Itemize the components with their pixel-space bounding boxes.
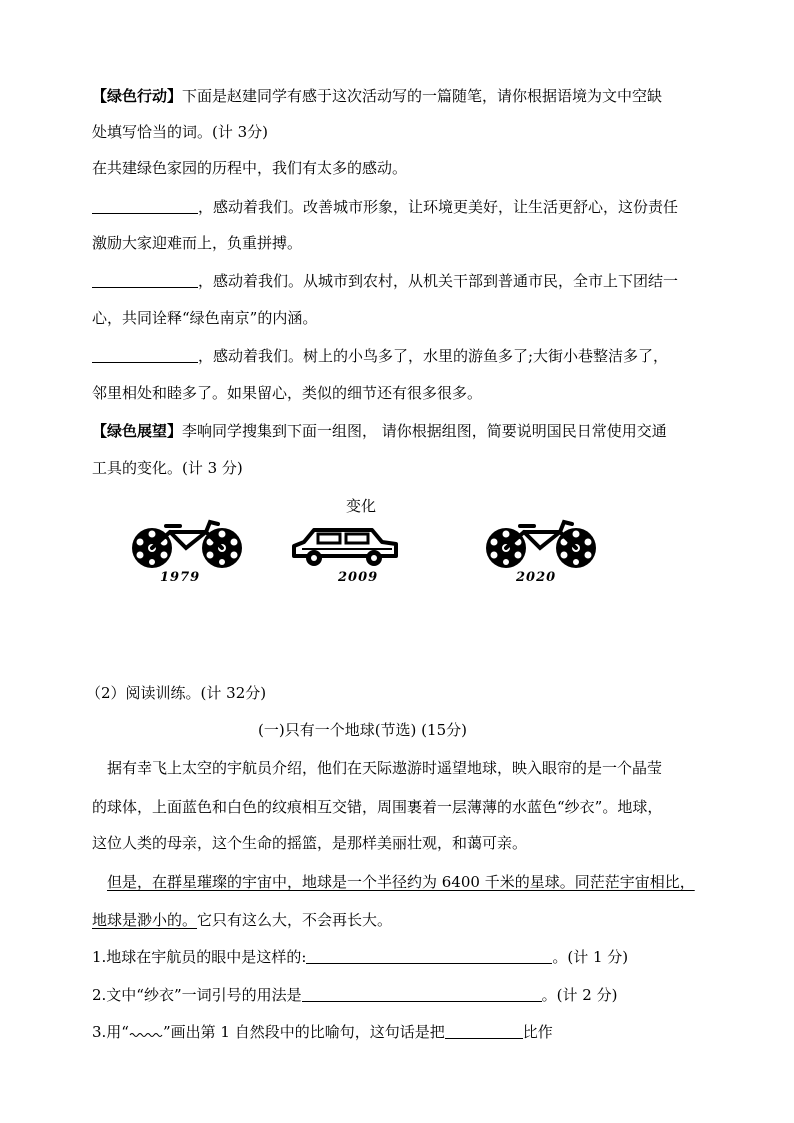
green-action-p3-line-2: 邻里相处和睦多了。如果留心，类似的细节还有很多很多。	[92, 384, 483, 402]
question-3	[92, 1022, 712, 1042]
green-action-p1-line-2: 激励大家迎难而上，负重拼搏。	[92, 234, 303, 252]
underlined-sentence: 地球是渺小的。	[92, 911, 198, 929]
bicycle-icon	[126, 518, 248, 568]
question-1-text: 1.地球在宇航员的眼中是这样的:	[92, 948, 307, 966]
wavy-underline-icon	[129, 1028, 163, 1038]
green-action-intro-1: 下面是赵建同学有感于这次活动写的一篇随笔，请你根据语境为文中空缺	[182, 87, 663, 105]
question-3-prefix: 3.用“	[92, 1023, 129, 1041]
year-label-3: 2020	[516, 570, 557, 585]
green-action-p1-a: ，感动着我们。改善城市形象，让环境更美好，让生活更舒心，这份责任	[198, 198, 679, 216]
answer-blank-2[interactable]	[302, 985, 542, 1002]
green-outlook-bracket: 【绿色展望】	[92, 422, 183, 440]
green-action-p2-line-1	[92, 271, 712, 291]
reading-para1-line-3: 这位人类的母亲，这个生命的摇篮，是那样美丽壮观，和蔼可亲。	[92, 834, 528, 852]
green-action-p1-line-1	[92, 197, 712, 217]
question-2-score: 。(计 2 分)	[541, 986, 618, 1004]
blank-2[interactable]	[92, 271, 198, 288]
reading-para2-line-2	[92, 910, 712, 930]
reading-subtitle: (一)只有一个地球(节选) (15分)	[258, 721, 467, 739]
blank-3[interactable]	[92, 346, 198, 363]
green-action-p2-a: ，感动着我们。从城市到农村，从机关干部到普通市民，全市上下团结一	[198, 272, 679, 290]
green-action-intro-line-2: 处填写恰当的词。(计 3分)	[92, 123, 269, 141]
reading-para1-line-1: 据有幸飞上太空的宇航员介绍，他们在天际遨游时遥望地球，映入眼帘的是一个晶莹	[107, 759, 663, 777]
green-action-intro-line-1	[92, 86, 712, 106]
green-action-p2-line-2: 心，共同诠释“绿色南京”的内涵。	[92, 309, 318, 327]
question-2-text: 2.文中“纱衣”一词引号的用法是	[92, 986, 302, 1004]
green-action-lead: 在共建绿色家园的历程中，我们有太多的感动。	[92, 159, 408, 177]
figure-title: 变化	[346, 497, 377, 515]
green-action-p3-a: ，感动着我们。树上的小鸟多了，水里的游鱼多了;大街小巷整洁多了，	[198, 347, 669, 365]
answer-blank-3[interactable]	[445, 1022, 523, 1039]
reading-para2-rest: 它只有这么大，不会再长大。	[197, 911, 393, 929]
question-3-end: 比作	[522, 1023, 553, 1041]
reading-para2-line-1: 但是，在群星璀璨的宇宙中，地球是一个半径约为 6400 千米的星球。同茫茫宇宙相比，	[107, 873, 695, 891]
reading-para1-line-2: 的球体，上面蓝色和白色的纹痕相互交错，周围裹着一层薄薄的水蓝色“纱衣”。地球，	[92, 798, 663, 816]
year-label-2: 2009	[338, 570, 379, 585]
answer-blank-1[interactable]	[306, 947, 552, 964]
green-action-p3-line-1	[92, 346, 712, 366]
question-1-score: 。(计 1 分)	[552, 948, 629, 966]
green-outlook-line-1	[92, 421, 712, 441]
year-label-1: 1979	[160, 570, 201, 585]
question-3-mid: ”画出第 1 自然段中的比喻句，这句话是把	[162, 1023, 445, 1041]
question-1	[92, 947, 712, 967]
green-outlook-text-1: 李响同学搜集到下面一组图， 请你根据组图，简要说明国民日常使用交通	[182, 422, 667, 440]
question-2	[92, 985, 712, 1005]
blank-1[interactable]	[92, 197, 198, 214]
green-outlook-line-2: 工具的变化。(计 3 分)	[92, 459, 243, 477]
bicycle-icon	[480, 518, 602, 568]
car-icon	[290, 522, 400, 568]
green-action-bracket: 【绿色行动】	[92, 87, 183, 105]
reading-heading: （2）阅读训练。(计 32分)	[86, 684, 267, 702]
